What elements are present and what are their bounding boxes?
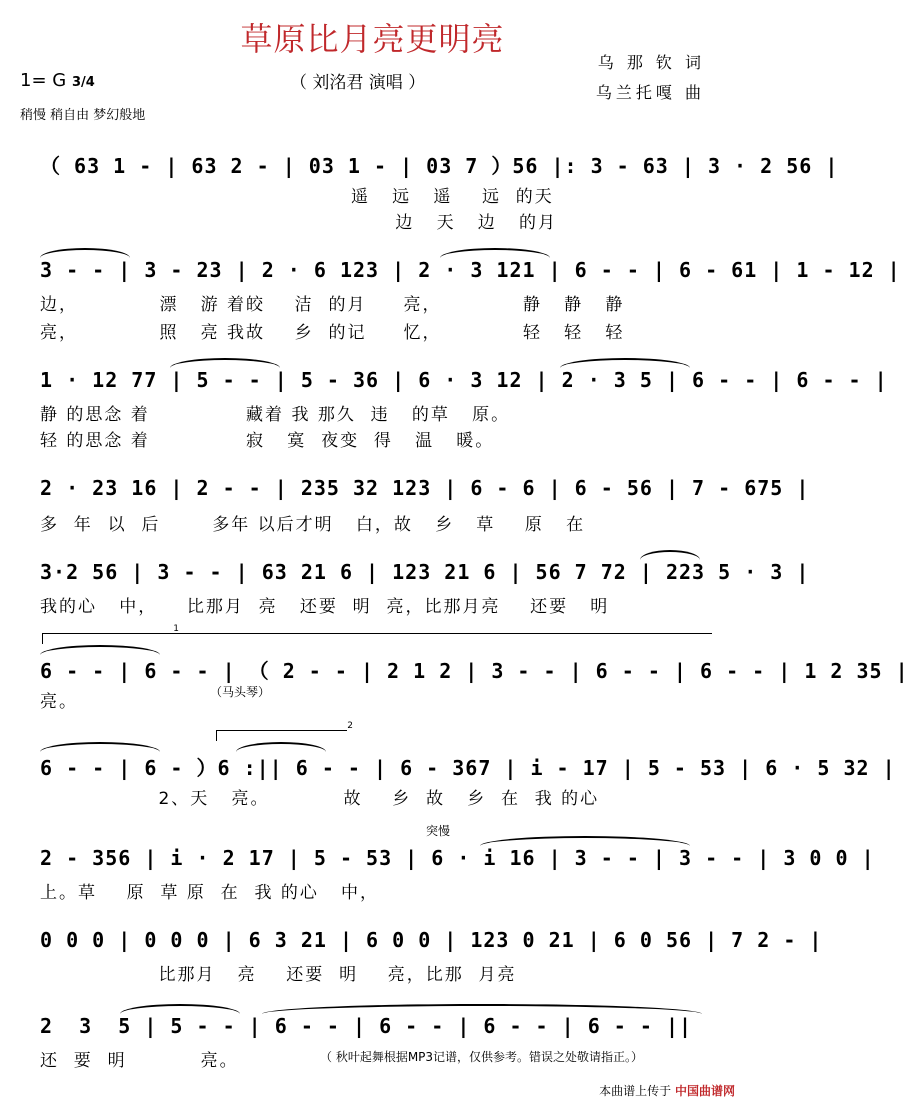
singer-credit: （ 刘洺君 演唱 ） [290,73,426,93]
notation-line: 2 3 5 | 5 - - | 6 - - | 6 - - | 6 - - | 6 - - || [40,1014,693,1038]
notation-line: （ 63 1 - | 63 2 - | 03 1 - | 03 7 ）56 |: 3 - 63 | 3 · 2 56 | [40,154,839,178]
footer [599,1082,735,1099]
key-label: 1= G [20,70,67,91]
tie-arc [120,1004,240,1014]
lyric-line: 亮， 照 亮 我故 乡 的记 忆， 轻 轻 轻 [40,323,625,343]
notation-line: 0 0 0 | 0 0 0 | 6 3 21 | 6 0 0 | 123 0 21 | 6 0 56 | 7 2 - | [40,928,823,952]
tie-arc [236,742,326,752]
notation-line: 2 · 23 16 | 2 - - | 235 32 123 | 6 - 6 | 6 - 56 | 7 - 675 | [40,476,810,500]
lyric-line: 遥 远 遥 远 的天 [40,187,554,207]
lyric-line: 我的心 中， 比那月 亮 还要 明 亮，比那月亮 还要 明 [40,597,610,617]
tie-arc [40,248,130,258]
lyric-line: 还 要 明 亮。 [40,1051,239,1071]
tie-arc [262,1004,702,1014]
notation-line: 1 · 12 77 | 5 - - | 5 - 36 | 6 · 3 12 | 2 · 3 5 | 6 - - | 6 - - | [40,368,888,392]
volta-bracket-2 [216,721,353,741]
notation-line: 6 - - | 6 - - | （ 2 - - | 2 1 2 | 3 - - | 6 - - | 6 - - | 1 2 35 | [40,659,909,683]
lyric-line: 多 年 以 后 多年 以后才明 白，故 乡 草 原 在 [40,515,586,535]
volta-bracket-1 [42,624,179,644]
lyric-line: 2、天 亮。 故 乡 故 乡 在 我 的心 [40,789,600,809]
tie-arc [480,836,690,846]
tie-arc [40,645,160,655]
lyric-line: 上。草 原 草 原 在 我 的心 中， [40,883,380,903]
instrument-label: （马头琴） [210,685,271,699]
composer-credit: 乌兰托嘎 曲 [595,83,705,102]
time-signature: 3/4 [71,75,95,90]
site-logo[interactable]: 中国曲谱网 [674,1084,735,1098]
lyric-line: 亮。 [40,692,78,712]
tie-arc [440,248,550,258]
tempo-marking: 稍慢 稍自由 梦幻般地 [20,108,146,123]
tie-arc [40,742,160,752]
tie-arc [640,550,700,560]
song-title: 草原比月亮更明亮 [240,20,505,58]
lyric-line: 边， 漂 游 着皎 洁 的月 亮， 静 静 静 [40,295,625,315]
notation-line: 3·2 56 | 3 - - | 63 21 6 | 123 21 6 | 56 7 72 | 223 5 · 3 | [40,560,810,584]
system-line [172,633,712,634]
transcriber-note: （ 秋叶起舞根据MP3记谱，仅供参考。错误之处敬请指正。） [320,1050,644,1064]
notation-line: 3 - - | 3 - 23 | 2 · 6 123 | 2 · 3 121 | 6 - - | 6 - 61 | 1 - 12 | [40,258,901,282]
tempo-change: 突慢 [426,824,451,838]
notation-line: 2 - 356 | i · 2 17 | 5 - 53 | 6 · i 16 | 3 - - | 3 - - | 3 0 0 | [40,846,875,870]
tie-arc [560,358,690,368]
upload-text: 本曲谱上传于 [599,1084,672,1098]
lyric-line: 静 的思念 着 藏着 我 那久 违 的草 原。 [40,405,511,425]
lyric-line: 轻 的思念 着 寂 寞 夜变 得 温 暖。 [40,431,495,451]
key-signature [20,70,95,91]
tie-arc [170,358,280,368]
volta-number: 1 [173,624,179,634]
lyricist-credit: 乌 那 钦 词 [597,53,705,72]
notation-line: 6 - - | 6 - ）6 :|| 6 - - | 6 - 367 | i - 17 | 5 - 53 | 6 · 5 32 | [40,756,896,780]
volta-number: 2 [347,721,353,731]
lyric-line: 比那月 亮 还要 明 亮，比那 月亮 [40,965,517,985]
lyric-line: 边 天 边 的月 [40,213,558,233]
